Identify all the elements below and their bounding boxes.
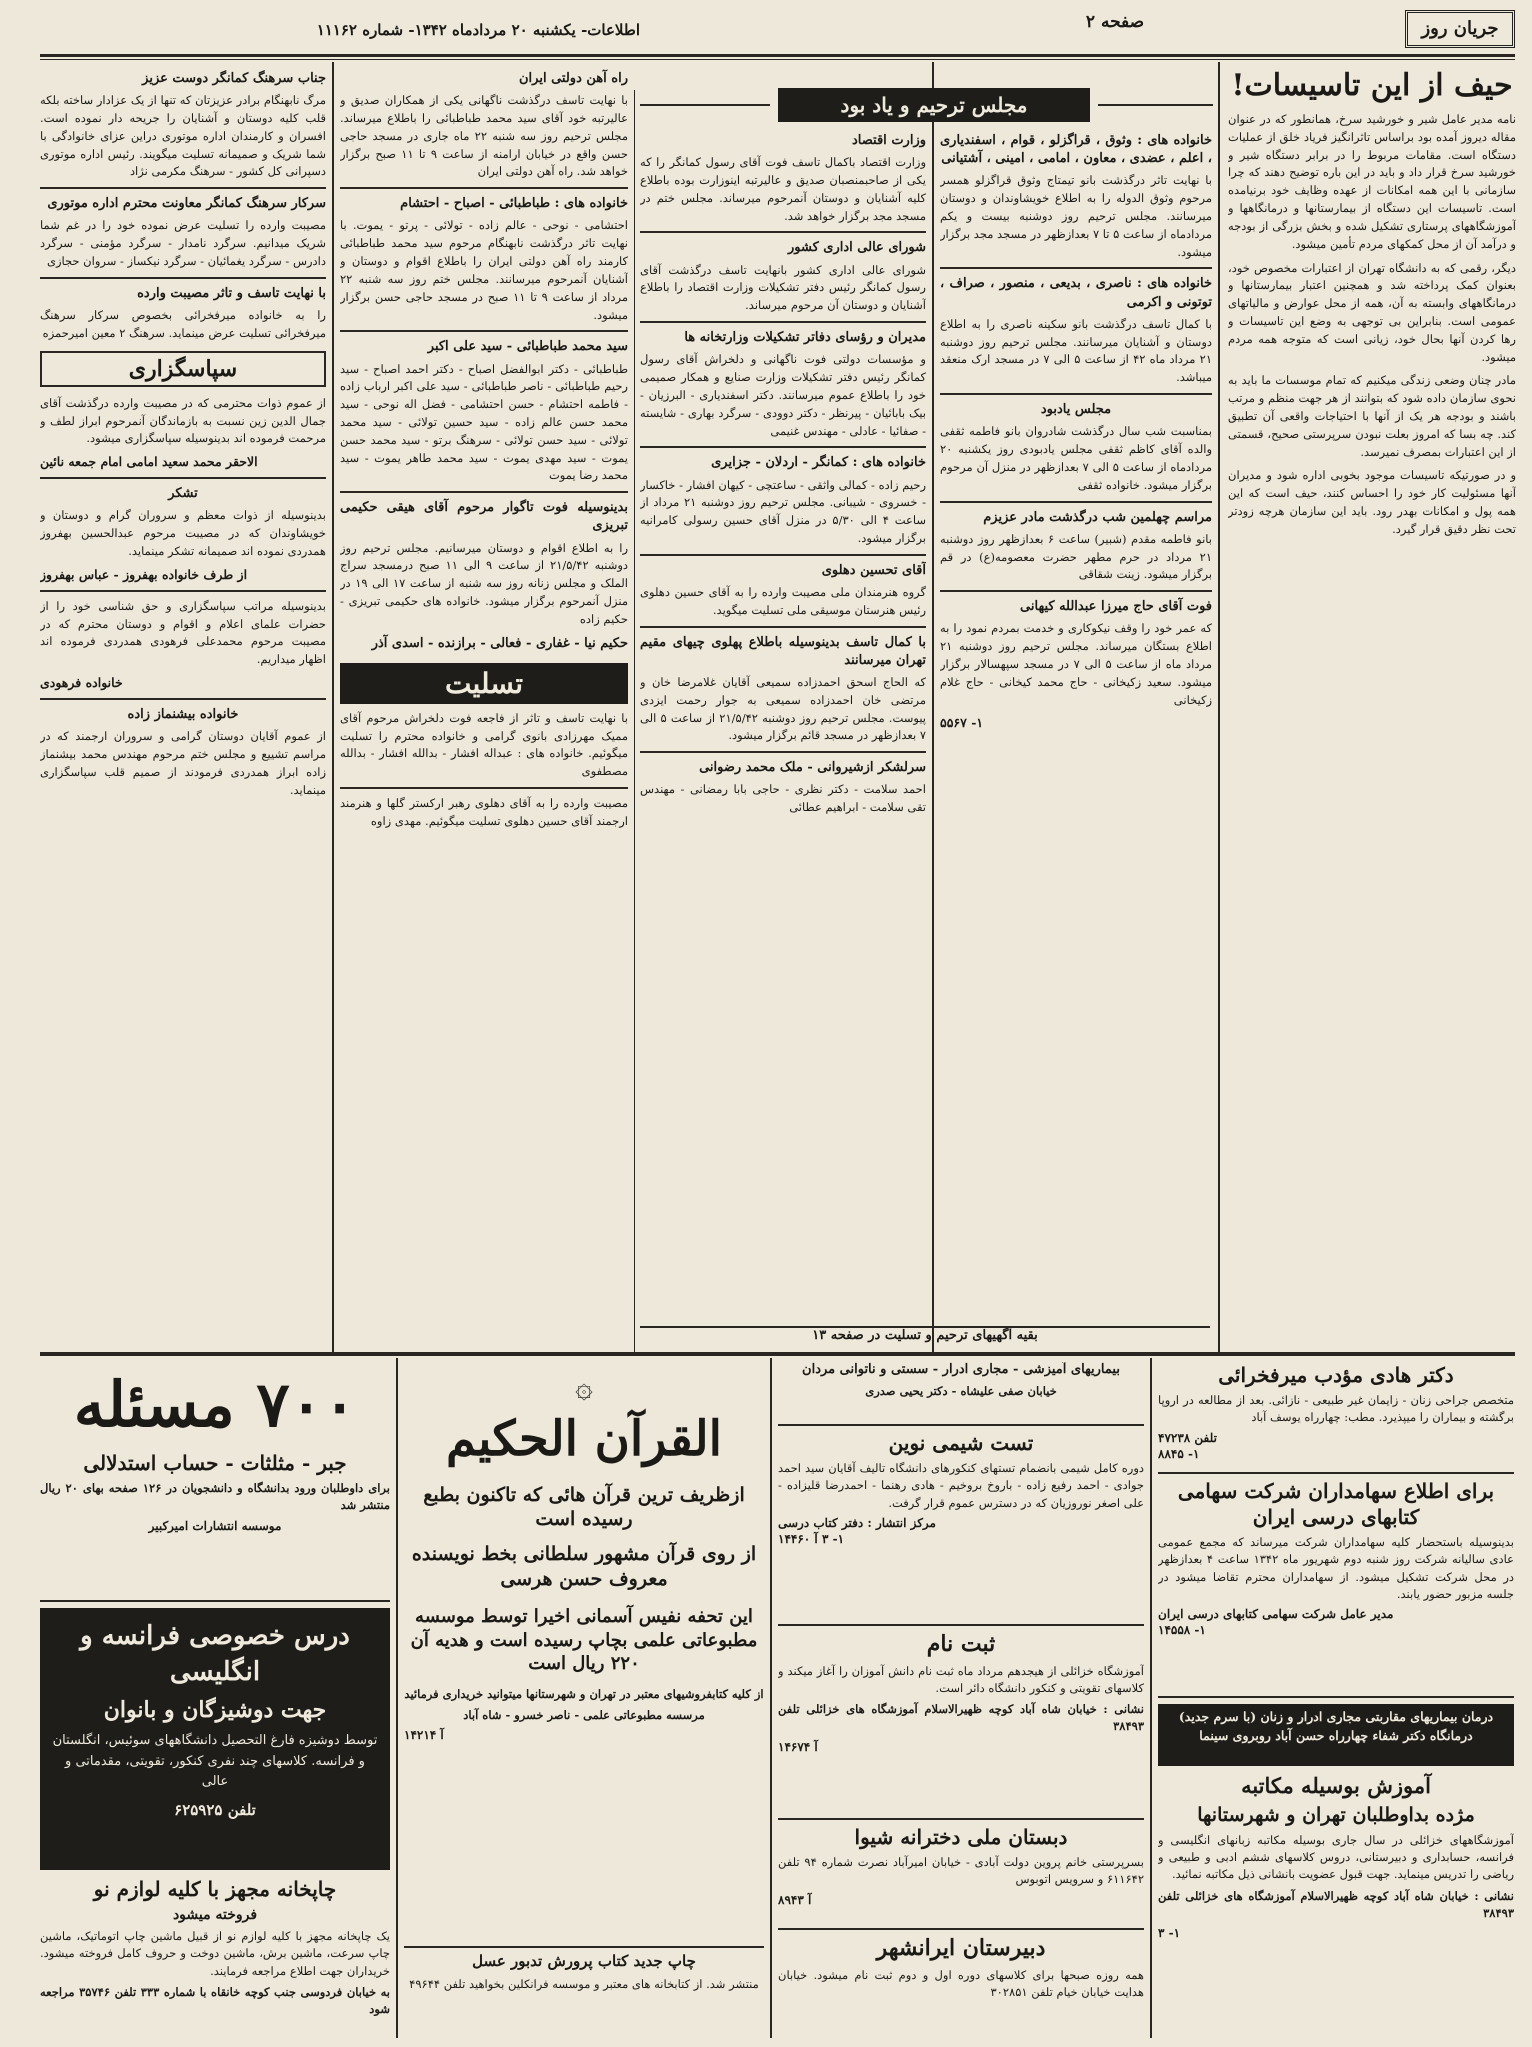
- editorial-para: و در صورتیکه تاسیسات موجود بخوبی اداره شود و مدیران آنها مسئولیت کار خود را احساس کنند، حیف است که این همه پول و امکانات بهدر رود. باید این سازمان هرچه زودتر تحت نظر دقیق قرار گیرد.: [1228, 468, 1516, 536]
- ad-title: درس خصوصی فرانسه و انگلیسی: [80, 1621, 350, 1688]
- ad-subtitle: جهت دوشیزگان و بانوان: [103, 1696, 327, 1723]
- notice-title: مجلس یادبود: [1040, 402, 1112, 418]
- notice-title: وزارت اقتصاد: [852, 133, 926, 148]
- ad-signature: موسسه انتشارات امیرکبیر: [148, 1518, 282, 1533]
- ad-book: [404, 1946, 764, 2036]
- ad-title: بیماریهای آمیزشی - مجاری ادرار - سستی و ناتوانی مردان: [802, 1362, 1120, 1377]
- ad-title: ثبت نام: [926, 1631, 996, 1657]
- ad-iranshahr: [778, 1934, 1144, 2036]
- notice-text: شورای عالی اداری کشور بانهایت تاسف درگذشت آقای رسول کمانگر رئیس دفتر تشکیلات وزارت اقتصاد را باطلاع آشنایان و دوستان آن مرحوم میرساند.: [640, 262, 926, 313]
- notice-title: مراسم چهلمین شب درگذشت مادر عزیزم: [983, 509, 1212, 525]
- ad-text: بدینوسیله باستحضار کلیه سهامداران شرکت میرساند که مجمع عمومی عادی سالیانه شرکت روز شنبه دوم شهریور ماه ۱۳۴۲ ساعت ۴ بعدازظهر در محل شرکت تشکیل میشود. از سهامداران محترم تقاضا میشود در جلسه مزبور حضور یابند.: [1158, 1535, 1514, 1601]
- thanks-signature: الاحقر محمد سعید امامی امام جمعه نائین: [40, 454, 258, 470]
- notice-text: با کمال تاسف درگذشت بانو سکینه ناصری را به اطلاع دوستان و آشنایان میرسانند. مجلس ترحیم روز دوشنبه ۲۱ مرداد ماه ۴۲ از ساعت ۵ الی ۷ در مسجد ارک منعقد میباشد.: [940, 316, 1212, 385]
- mourning-banner: مجلس ترحیم و یاد بود: [778, 88, 1090, 122]
- notice-title: بدینوسیله فوت تاگوار مرحوم آقای هیقی حکیمی تبریزی: [340, 500, 628, 534]
- notice-text: با نهایت تاثر درگذشت بانو تیمتاج وثوق قراگزلو همسر مرحوم وثوق الدوله را به اطلاع خویشاوندان و دوستان میرسانند. مجلس ترحیم روز دوشنبه بیست و یکم مردادماه از ساعت ۵ تا ۷ بعدازظهر در مسجد مجد برگزار میشود.: [940, 173, 1212, 259]
- notice-code: ۱- ۵۵۶۷: [940, 715, 984, 731]
- ad-code: ۱- ۱۴۵۵۸: [1158, 1623, 1206, 1637]
- thanks-signature: خانواده فرهودی: [40, 675, 123, 690]
- notice-title: جناب سرهنگ کمانگر دوست عزیز: [142, 71, 326, 86]
- ad-clinic: [1158, 1704, 1514, 1766]
- ad-text: خیابان صفی علیشاه - دکتر یحیی صدری: [865, 1383, 1057, 1398]
- ad-subtitle: فروخته میشود: [172, 1907, 258, 1923]
- thanks-banner: سپاسگزاری: [40, 351, 326, 387]
- ad-text: آموزشگاههای خزائلی در سال جاری بوسیله مکاتبه زبانهای انگلیسی و فرانسه، حسابداری و دبیرستانی، دروس کلاسهای ششم ادبی و طبیعی و ریاضی را تدریس مینماید. جهت قبول عضویت بانشانی ذیل مکاتبه نمائید.: [1158, 1832, 1514, 1882]
- notice-title: آقای تحسین دهلوی: [821, 562, 926, 578]
- ad-subtitle: مژده بداوطلبان تهران و شهرستانها: [1197, 1804, 1475, 1827]
- mourning-column-a: [940, 128, 1212, 1348]
- ad-code: آ ۱۴۶۷۴: [778, 1739, 818, 1754]
- notice-title: خانواده های : طباطبائی - اصباح - احتشام: [400, 196, 628, 212]
- notice-title: شورای عالی اداری کشور: [787, 240, 926, 256]
- quran-calligraphy: القرآن الحکیم: [446, 1411, 722, 1467]
- notice-text: وزارت اقتصاد باکمال تاسف فوت آقای رسول کمانگر را که یکی از صاحبمنصبان صدیق و عالیرتبه اینوزارت بوده باطلاع کلیه آشنایان و دوستان آنمرحوم میرساند. مجلس ختم در مسجد مجد برگزار خواهد شد.: [640, 155, 926, 223]
- clinic-title: درمان بیماریهای مقاربتی مجاری ادرار و زنان (با سرم جدید): [1178, 1709, 1494, 1724]
- notice-title: خانواده های : ناصری ، بدیعی ، منصور ، صراف ، توتونی و اکرمی: [940, 276, 1212, 310]
- ad-title: دکتر هادی مؤدب میرفخرائی: [1218, 1363, 1454, 1387]
- ad-signature: مدیر عامل شرکت سهامی کتابهای درسی ایران: [1158, 1607, 1394, 1621]
- editorial-column: [1228, 64, 1516, 1350]
- ad-text: آموزشگاه خزائلی از هیجدهم مرداد ماه ثبت نام دانش آموزان را آغاز میکند و کلاسهای تقویتی و کنکور دانشگاه دائر است.: [778, 1663, 1144, 1695]
- ad-title: تست شیمی نوین: [888, 1431, 1034, 1455]
- masthead-date: اطلاعات- یکشنبه ۲۰ مردادماه ۱۳۴۲- شماره ۱۱۱۶۲: [316, 21, 640, 39]
- thanks-text: از عموم ذوات محترمی که در مصیبت وارده درگذشت آقای جمال الدین زین نسبت به بازماندگان آنمرحوم ابراز لطف و مرحمت فرموده اند بدینوسیله سپاسگزاری میشود.: [40, 395, 326, 446]
- ad-text: از کلیه کتابفروشیهای معتبر در تهران و شهرستانها میتوانید خریداری فرمائید: [404, 1686, 764, 1701]
- ad-shareholders: [1158, 1478, 1514, 1698]
- ad-text: همه روزه صبحها برای کلاسهای دوره اول و دوم ثبت نام میشود. خیابان هدایت خیابان خیام تلفن ۳۰۲۸۵۱: [778, 1967, 1144, 1999]
- ad-language: [40, 1608, 390, 1870]
- column-four: [40, 66, 326, 1346]
- ad-subtitle: از روی قرآن مشهور سلطانی بخط نویسنده معروف حسن هرسی: [411, 1542, 757, 1590]
- notice-text: رحیم زاده - کمالی واثقی - ساعتچی - کیهان افشار - خاکسار - خسروی - شیبانی. مجلس ترحیم روز دوشنبه ۲۱ مرداد از ساعت ۴ الی ۵/۳۰ در منزل آقای حسین رسولی کامرانیه برگزار میشود.: [640, 477, 926, 545]
- condolence-text: مصیبت وارده را به آقای دهلوی رهبر ارکستر گلها و هنرمند ارجمند آقای حسین دهلوی تسلیت میگوئیم. مهدی زاوه: [340, 796, 628, 828]
- ad-title: آموزش بوسیله مکاتبه: [1241, 1773, 1431, 1798]
- ad-address: به خیابان فردوسی جنب کوچه خانقاه با شماره ۳۳۳ تلفن ۳۵۷۴۶ مراجعه شود: [40, 1984, 390, 2017]
- condolence-banner: تسلیت: [340, 663, 628, 704]
- ad-quran: [404, 1362, 764, 1942]
- editorial-para: دیگر، رقمی که به دانشگاه تهران از اعتبارات مخصوص خود، بعنوان کمک پرداخته شد و همچنین اعتبار بیمارستانها و درمانگاههای وابسته به آن، همه از محل عوارض و مالیاتهای عمومی است. بنابراین بی توجهی به وضع این تاسیسات و رها کردن آنها بحال خود، زیانی است که متوجه همه مردم میشود.: [1228, 260, 1516, 364]
- ad-title: ازظریف ترین قرآن هائی که تاکنون بطبع رسیده است: [423, 1483, 745, 1531]
- editorial-para: نامه مدیر عامل شیر و خورشید سرخ، همانطور که در عنوان مقاله دیروز آمده بود براساس تاثرانگیز فریاد خلق از عملیات دستگاه است. مقامات مربوط را در برابر دستگاه شیر و خورشید سرخ قرار داد و باید در این باره توضیح دهند که چرا سازمانی با این همه امکانات از عهده وظایف خود برنیامده است. تاسیسات این دستگاه از بیمارستانها و درمانگاهها و آموزشگاههای پرستاری تشکیل شده و بخش بزرگی از بودجه و درآمد آن از محل کمکهای مردم تأمین میشود.: [1228, 112, 1516, 251]
- notice-text: بانو فاطمه مقدم (شبیر) ساعت ۶ بعدازظهر روز دوشنبه ۲۱ مرداد در حرم مطهر حضرت معصومه(ع) در قم برگزار میشود. زینت شقاقی: [940, 531, 1212, 582]
- ad-highlight: این تحفه نفیس آسمانی اخیرا توسط موسسه مطبوعاتی علمی بچاپ رسیده است و هدیه آن ۲۲۰ ریال است: [410, 1606, 758, 1675]
- thanks-text: از عموم آقایان دوستان گرامی و سروران ارجمند که در مراسم تشییع و مجلس ختم مرحوم مهندس محمد بیشنماز زاده ابراز همدردی فرمودند از صمیم قلب سپاسگزاری مینماید.: [40, 729, 326, 797]
- ad-disease: [778, 1362, 1144, 1426]
- notice-title: حکیم نیا - غفاری - فعالی - برازنده - اسدی آذر: [371, 635, 628, 651]
- ad-address: نشانی : خیابان شاه آباد کوچه ظهیرالاسلام آموزشگاه های خزائلی تلفن ۳۸۴۹۳: [778, 1702, 1144, 1734]
- notice-text: مرگ نابهنگام برادر عزیزتان که تنها از یک عزادار ساخته بلکه قلب کلیه دوستان و آشنایان را جریحه دار نموده است. افسران و کارمندان اداره موتوری دراین عزای خانوادگی با شما شریک و صمیمانه تسلیت میگویند. رئیس اداره موتوری دسپرانی کل کشور - سرهنگ مکرمی نژاد: [40, 93, 326, 179]
- ad-address: مرسسه مطبوعاتی علمی - ناصر خسرو - شاه آباد: [463, 1707, 705, 1722]
- notice-text: احتشامی - نوحی - عالم زاده - تولائی - پرتو - یموت. با نهایت تاثر درگذشت نابهنگام مرحوم سید محمد طباطبائی کارمند راه آهن دولتی ایران را باطلاع اقوام و دوستان و آشنایان آنمرحوم میرسانند. مجلس ختم روز سه شنبه ۲۲ مرداد از ساعت ۹ تا ۱۱ صبح در مسجد حاجی حسن برگزار میشود.: [340, 218, 628, 322]
- column-three: [340, 66, 628, 1346]
- thanks-title: خانواده بیشنماز زاده: [127, 707, 239, 722]
- notice-title: سرکار سرهنگ کمانگر معاونت محترم اداره موتوری: [47, 196, 326, 212]
- editorial-title: حیف از این تاسیسات!: [1231, 68, 1513, 103]
- ad-math: [40, 1362, 390, 1602]
- ad-phone: تلفن ۴۷۲۳۸: [1158, 1430, 1217, 1445]
- notice-title: خانواده های : وثوق ، قراگزلو ، قوام ، اسفندیاری ، اعلم ، عضدی ، معاون ، امامی ، امینی ، آشتیانی: [940, 133, 1212, 167]
- notice-text: بمناسبت شب سال درگذشت شادروان بانو فاطمه ثقفی والده آقای کاظم ثقفی مجلس یادبودی روز یکشنبه ۲۰ مردادماه از ساعت ۵ الی ۷ بعدازظهر در منزل آن مرحوم برگزار میشود. خانواده ثقفی: [940, 424, 1212, 492]
- ad-text: برای داوطلبان ورود بدانشگاه و دانشجویان در ۱۲۶ صفحه بهای ۲۰ ریال منتشر شد: [40, 1481, 390, 1513]
- notice-title: راه آهن دولتی ایران: [519, 71, 628, 86]
- notice-title: سید محمد طباطبائی - سید علی اکبر: [427, 339, 628, 355]
- ad-title: برای اطلاع سهامداران شرکت سهامی کتابهای درسی ایران: [1177, 1479, 1495, 1529]
- notice-text: را به اطلاع اقوام و دوستان میرسانیم. مجلس ترحیم روز دوشنبه ۲۱/۵/۴۲ از ساعت ۹ الی ۱۱ صبح درمسجد سراج الملک و مجلس زنانه روز سه شنبه از ساعت ۱۷ الی ۱۹ در منزل آنمرحوم برگزار میشود. خانواده های حکیمی تبریزی - حکیم زاده: [340, 540, 628, 626]
- page-number: صفحه ۲: [1085, 12, 1145, 32]
- notice-text: که الحاج اسحق احمدزاده سمیعی آقایان غلامرضا خان و مرتضی خان احمدزاده سمیعی به جوار رحمت ایزدی پیوست. مجلس ترحیم روز دوشنبه ۲۱/۵/۴۲ از ساعت ۵ الی ۷ بعدازظهر در مسجد قائم برگزار میشود.: [640, 674, 926, 743]
- notice-title: خانواده های : کمانگر - اردلان - جزایری: [711, 455, 926, 471]
- ad-title: دبیرستان ایرانشهر: [876, 1935, 1046, 1961]
- ad-title: دبستان ملی دخترانه شیوا: [854, 1825, 1068, 1849]
- ad-text: متخصص جراحی زنان - زایمان غیر طبیعی - نازائی. بعد از مطالعه در اروپا برگشته و بیماران را میپذیرد. مطب: چهارراه یوسف آباد: [1158, 1393, 1514, 1425]
- notice-text: و مؤسسات دولتی فوت ناگهانی و دلخراش آقای رسول کمانگر رئیس دفتر تشکیلات وزارت صنایع و همکار صمیمی خود را باطلاع عموم میرسانند. دکتر اسفندیاری - البرزیان - بیک بابائیان - پیرنظر - دکتر دوودی - سرگرد بهاری - شایسته - صفائیا - عادلی - مهندس غنیمی: [640, 352, 926, 438]
- notice-title: با نهایت تاسف و تاثر مصیبت وارده: [137, 285, 326, 301]
- mourning-footer: بقیه آگهیهای ترحیم و تسلیت در صفحه ۱۳: [640, 1326, 1210, 1348]
- ad-title: چاپ جدید کتاب پرورش تدبور عسل: [472, 1952, 696, 1970]
- ad-text: بسرپرستی خانم پروین دولت آبادی - خیابان امیرآباد نصرت شماره ۹۴ تلفن ۶۱۱۶۴۲ و سرویس اتوبوس: [778, 1855, 1144, 1887]
- ad-text: دوره کامل شیمی بانضمام تستهای کنکورهای دانشگاه تالیف آقایان سید احمد جوادی - احمد رفیع زاده - باروخ بروخیم - هادی رهنما - احمدرضا قلیزاده - علی اصغر نوروزیان که در دسترس عموم قرار گرفت.: [778, 1461, 1144, 1510]
- ad-code: ۱- ۸۸۴۵: [1158, 1446, 1200, 1461]
- ad-code: ۱- ۳: [1158, 1926, 1181, 1941]
- notice-text: مصیبت وارده را تسلیت عرض نموده خود را در غم شما شریک میدانیم. سرگرد نامدار - سرگرد مؤمنی - سرگرد دادرس - سرگرد یغمائیان - سرگرد نیکساز - سروان حجازی: [40, 218, 326, 269]
- notice-text: با نهایت تاسف درگذشت ناگهانی یکی از همکاران صدیق و عالیرتبه خود آقای سید محمد طباطبائی را باطلاع میرساند. مجلس ترحیم روز سه شنبه ۲۲ ماه جاری در مسجد حاجی حسن واقع در خیابان ارامنه از ساعت ۹ تا ۱۱ صبح برگزار خواهد شد. راه آهن دولتی ایران: [340, 93, 628, 179]
- thanks-text: بدینوسیله مراتب سپاسگزاری و حق شناسی خود را از حضرات علمای اعلام و اقوام و دوستان محترم که در مصیبت مرحوم محمدعلی فرهودی همدردی فرموده اند اظهار میداریم.: [40, 598, 326, 667]
- notice-text: احمد سلامت - دکتر نظری - حاجی بابا رمضانی - مهندس تقی سلامت - ابراهیم عطائی: [640, 782, 926, 815]
- mourning-column-b: [640, 128, 926, 1324]
- ornament-icon: ۞: [575, 1370, 593, 1405]
- ad-text: یک چاپخانه مجهز با کلیه لوازم نو از قبیل ماشین چاپ اتوماتیک، ماشین چاپ سرعت، ماشین برش، ماشین دوخت و حروف کامل فروخته میشود. خریداران جهت اطلاع مراجعه فرمایند.: [40, 1929, 390, 1978]
- ad-code: ۱- ۳ آ ۱۴۴۶۰: [778, 1531, 845, 1546]
- notice-text: را به خانواده میرفخرائی بخصوص سرکار سرهنگ میرفخرائی تسلیت عرض مینماید. سرهنگ ۲ معین امیرحمزه: [40, 308, 326, 340]
- ad-doctor: [1158, 1362, 1514, 1474]
- ad-text: توسط دوشیزه فارغ التحصیل دانشگاههای سوئیس، انگلستان و فرانسه. کلاسهای چند نفری کنکور، تقویتی، مقدماتی و عالی: [52, 1732, 378, 1790]
- thanks-signature: از طرف خانواده بهفروز - عباس بهفروز: [40, 566, 248, 582]
- ad-chemistry: [778, 1430, 1144, 1626]
- notice-title: مدیران و رؤسای دفاتر تشکیلات وزارتخانه ها: [684, 330, 926, 346]
- ad-title: جبر - مثلثات - حساب استدلالی: [83, 1451, 347, 1475]
- ad-title: چاپخانه مجهز با کلیه لوازم نو: [93, 1877, 337, 1901]
- rubric-box: جریان روز: [1405, 10, 1515, 48]
- condolence-text: با نهایت تاسف و تاثر از فاجعه فوت دلخراش مرحوم آقای ممیک مهرزادی بانوی گرامی و خانواده محترم را تسلیت میگوئیم. خانواده های : عبداله افشار - بدالله افشار - بدالله مصطفوی: [340, 710, 628, 779]
- ad-address: نشانی : خیابان شاه آباد کوچه ظهیرالاسلام آموزشگاه های خزائلی تلفن ۳۸۴۹۳: [1158, 1888, 1514, 1920]
- notice-title: فوت آقای حاج میرزا عبدالله کیهانی: [1020, 599, 1212, 615]
- ad-code: آ ۱۴۲۱۴: [404, 1728, 444, 1743]
- ad-signature: مرکز انتشار : دفتر کتاب درسی: [778, 1515, 936, 1530]
- math-headline: ۷۰۰ مسئله: [73, 1368, 357, 1441]
- ad-correspondence: [1158, 1772, 1514, 2036]
- clinic-sub: درمانگاه دکتر شفاء چهارراه حسن آباد روبروی سینما: [1199, 1727, 1473, 1743]
- notice-text: گروه هنرمندان ملی مصیبت وارده را به آقای حسین دهلوی رئیس هنرستان موسیقی ملی تسلیت میگوید.: [640, 584, 926, 617]
- thanks-title: تشکر: [168, 486, 198, 502]
- thanks-text: بدینوسیله از ذوات معظم و سروران گرام و دوستان و خویشاوندان که در مصیبت مرحوم عبدالحسین بهفروز همدردی نموده اند صمیمانه تشکر مینماید.: [40, 508, 326, 558]
- editorial-para: مادر چنان وضعی زندگی میکنیم که تمام موسسات ما باید به نحوی سازمان داده شود که بتوانند از هر جهت منظم و مرتب باشند و بودجه هر یک از آنها با احتیاجات واقعی آن تطبیق کند. چه بسا که امروز بعلت نبودن سرپرستی صحیح، قسمتی از این اعتبارات بمصرف نمیرسد.: [1228, 373, 1516, 459]
- notice-title: با کمال تاسف بدینوسیله باطلاع پهلوی چیهای مقیم تهران میرسانند: [640, 634, 926, 668]
- ad-registration: [778, 1630, 1144, 1820]
- ad-phone: تلفن ۶۲۵۹۲۵: [174, 1801, 256, 1820]
- ad-girls-school: [778, 1824, 1144, 1930]
- ad-code: آ ۸۹۴۳: [778, 1892, 812, 1907]
- ad-printshop: [40, 1876, 390, 2036]
- notice-text: طباطبائی - دکتر ابوالفضل اصباح - دکتر احمد اصباح - سید رحیم طباطبائی - ناصر طباطبائی - سید علی اکبر ارباب زاده - فاطمه احتشام - حسن احتشامی - فضل اله نوحی - سید محمد حسن عالم زاده - سید حسین تولائی - سید محمد تولائی - سید حسن تولائی - سرهنگ برتو - سید محمد حسن یموت - سید مهدی یموت - سید محمد طاهر یموت - سید محمد رضا یموت: [340, 361, 628, 483]
- notice-title: سرلشکر ازشیروانی - ملک محمد رضوانی: [699, 760, 926, 776]
- ad-text: منتشر شد. از کتابخانه های معتبر و موسسه فرانکلین بخواهید تلفن ۴۹۶۴۴: [409, 1976, 759, 1991]
- notice-text: که عمر خود را وقف نیکوکاری و خدمت بمردم نمود را به اطلاع بستگان میرساند. مجلس ترحیم روز دوشنبه ۲۱ مرداد ماه از ساعت ۵ الی ۷ در مسجد سپهسالار برگزار میشود. سعید زکیخانی - حاج محمد کیخانی - حاج غلام زکیخانی: [940, 621, 1212, 707]
